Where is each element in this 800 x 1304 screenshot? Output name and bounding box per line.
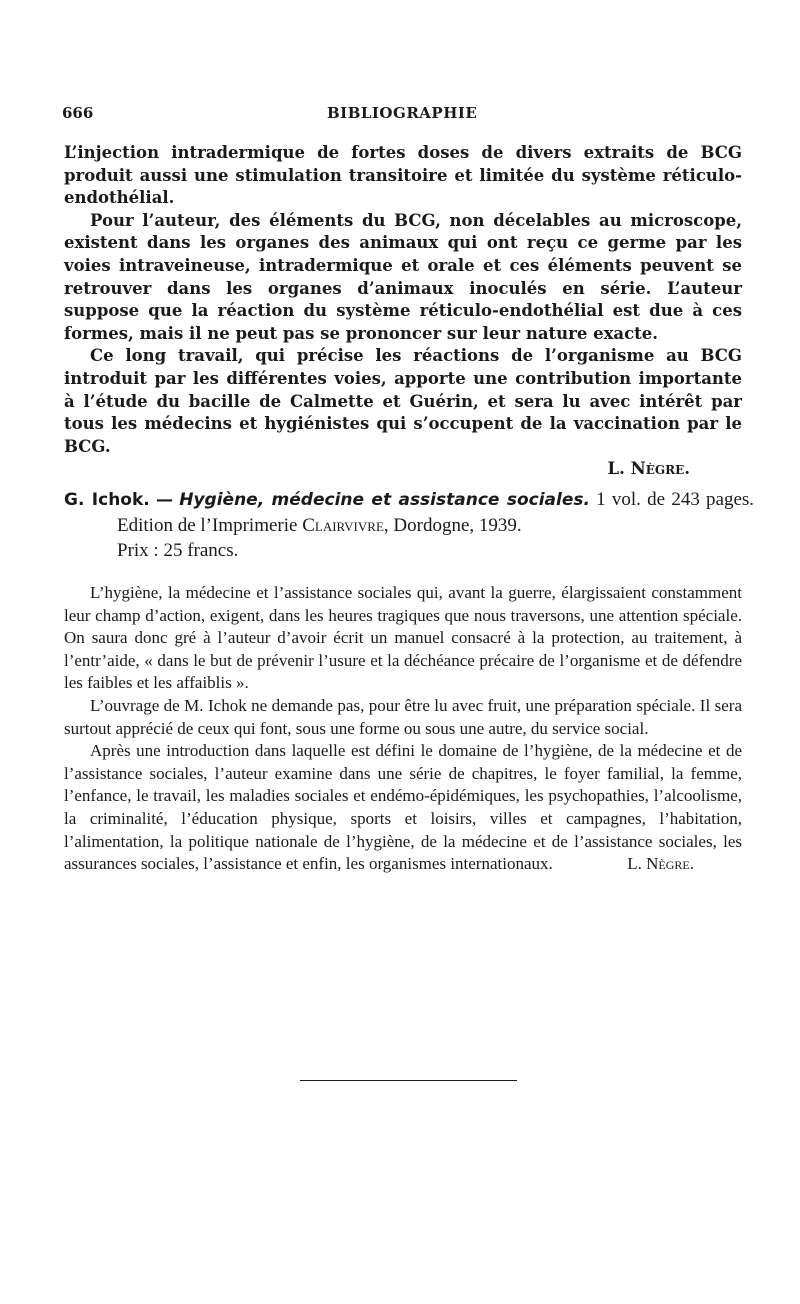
review-2-paragraph: Après une introduction dans laquelle est défini le domaine de l’hygiène, de la médecine et de l’assistance sociales, l’auteur examine dans une série de chapitres, le foyer familial, la femme, l’enfance, le travail, les maladies sociales et endémo-épidémiques, les psychopathies, l’alcoolisme, la criminalité, l’éducation physique, sports et loisirs, villes et campagnes, l’habitation, l’alimentation, la politique nationale de l’hygiène, de la médecine et de l’assistance sociales, les assurances sociales, l’assistance et enfin, les organismes internationaux. — [64, 741, 742, 874]
book-price: Prix : 25 francs. — [117, 540, 239, 561]
bibliographic-entry — [64, 487, 754, 563]
heading-dash: — — [156, 490, 173, 510]
review-1-body — [64, 142, 742, 481]
review-2-body — [64, 582, 742, 876]
end-rule-divider — [300, 1080, 517, 1081]
page-header — [62, 104, 742, 128]
book-place-year: , Dordogne, 1939. — [383, 515, 522, 536]
running-title: BIBLIOGRAPHIE — [327, 104, 478, 122]
signature-initial: L. — [607, 459, 625, 479]
review-1-signature — [64, 458, 742, 481]
review-1-paragraph: Ce long travail, qui précise les réactions de l’organisme au BCG introduit par les différentes voies, apporte une contribution importante à l’étude du bacille de Calmette et Guérin, et sera lu avec intérêt par tous les médecins et hygiénistes qui s’occupent de la vaccination par le BCG. — [64, 346, 742, 456]
book-volume: 1 vol. de — [596, 489, 666, 510]
review-2-heading — [64, 487, 754, 563]
review-1-paragraph: L’injection intradermique de fortes doses de divers extraits de BCG produit aussi une stimulation transitoire et limitée du système réticulo-endothélial. — [64, 143, 742, 208]
book-publisher: Clairvivre — [302, 515, 384, 536]
signature-initial: L. — [627, 854, 642, 874]
review-2-paragraph: L’ouvrage de M. Ichok ne demande pas, pour être lu avec fruit, une préparation spéciale. Il sera surtout apprécié de ceux qui font, sous une forme ou sous une autre, du service social. — [64, 695, 742, 738]
signature-name: Nègre. — [630, 459, 690, 479]
review-2-paragraph: L’hygiène, la médecine et l’assistance sociales qui, avant la guerre, élargissaient constamment leur champ d’action, exigent, dans les heures tragiques que nous traversons, une attention spéciale. On saura donc gré à l’auteur d’avoir écrit un manuel consacré à la protection, au traitement, à l’entr’aide, « dans le but de prévenir l’usure et la déchéance précaire de l’organisme et de défendre les faibles et les affaiblis ». — [64, 583, 742, 693]
page-number: 666 — [62, 104, 94, 122]
review-1-paragraph: Pour l’auteur, des éléments du BCG, non décelables au microscope, existent dans les organes des animaux qui ont reçu ce germe par les voies intraveineuse, intradermique et orale et ces éléments peuvent se retrouver dans les organes d’animaux inoculés en série. L’auteur suppose que la réaction du système réticulo-endothélial est due à ces formes, mais il ne peut pas se prononcer sur leur nature exacte. — [64, 210, 742, 343]
signature-name: Nègre. — [646, 854, 694, 874]
book-pages-edition: 243 pages. Edition de l’Imprimerie — [117, 489, 755, 536]
book-author: G. Ichok. — [64, 490, 150, 510]
book-title: Hygiène, médecine et assistance sociales. — [179, 490, 590, 510]
